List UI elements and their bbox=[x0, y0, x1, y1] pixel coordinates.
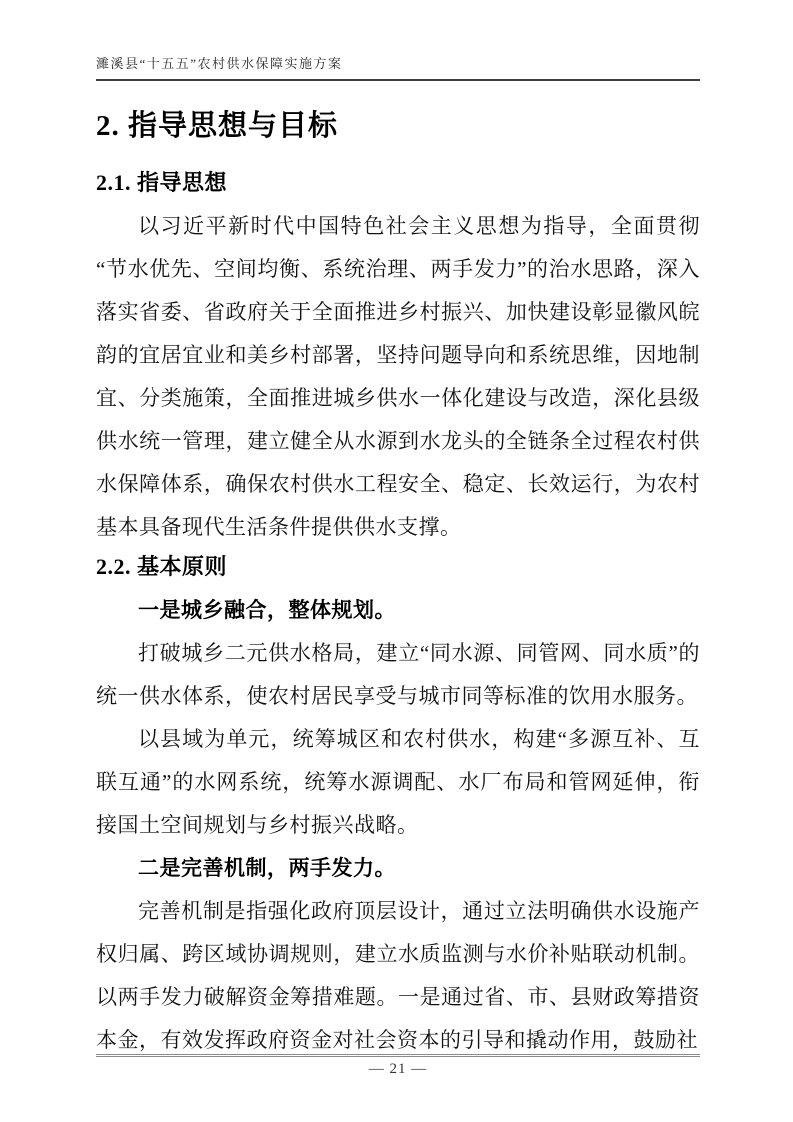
page-header bbox=[96, 56, 700, 81]
page-footer bbox=[96, 1054, 700, 1078]
section-2-1-paragraph: 以习近平新时代中国特色社会主义思想为指导，全面贯彻“节水优先、空间均衡、系统治理、两手发力”的治水思路，深入落实省委、省政府关于全面推进乡村振兴、加快建设彰显徽风皖韵的宜居宜业和美乡村部署，坚持问题导向和系统思维，因地制宜、分类施策，全面推进城乡供水一体化建设与改造，深化县级供水统一管理，建立健全从水源到水龙头的全链条全过程农村供水保障体系，确保农村供水工程安全、稳定、长效运行，为农村基本具备现代生活条件提供供水支撑。 bbox=[96, 214, 700, 539]
chapter-heading: 2. 指导思想与目标 bbox=[96, 110, 339, 142]
principle-2-title: 二是完善机制，两手发力。 bbox=[138, 856, 396, 880]
principle-2-paragraph-1: 完善机制是指强化政府顶层设计，通过立法明确供水设施产权归属、跨区域协调规则，建立水质监测与水价补贴联动机制。以两手发力破解资金筹措难题。一是通过省、市、县财政筹措资本金，有效发挥政府资金对社会资本的引导和撬动作用，鼓励社 bbox=[96, 899, 700, 1052]
page-number: — 21 — bbox=[368, 1061, 428, 1077]
principle-1-paragraph-2: 以县域为单元，统筹城区和农村供水，构建“多源互补、互联互通”的水网系统，统筹水源调配、水厂布局和管网延伸，衔接国土空间规划与乡村振兴战略。 bbox=[96, 727, 700, 837]
principle-1-paragraph-1: 打破城乡二元供水格局，建立“同水源、同管网、同水质”的统一供水体系，使农村居民享受与城市同等标准的饮用水服务。 bbox=[96, 641, 700, 708]
section-heading-2-1: 2.1. 指导思想 bbox=[96, 170, 228, 195]
document-title-header: 濉溪县“十五五”农村供水保障实施方案 bbox=[96, 56, 343, 71]
principle-1-title: 一是城乡融合，整体规划。 bbox=[138, 598, 396, 622]
section-heading-2-2: 2.2. 基本原则 bbox=[96, 554, 228, 579]
footer-divider bbox=[96, 1054, 700, 1057]
